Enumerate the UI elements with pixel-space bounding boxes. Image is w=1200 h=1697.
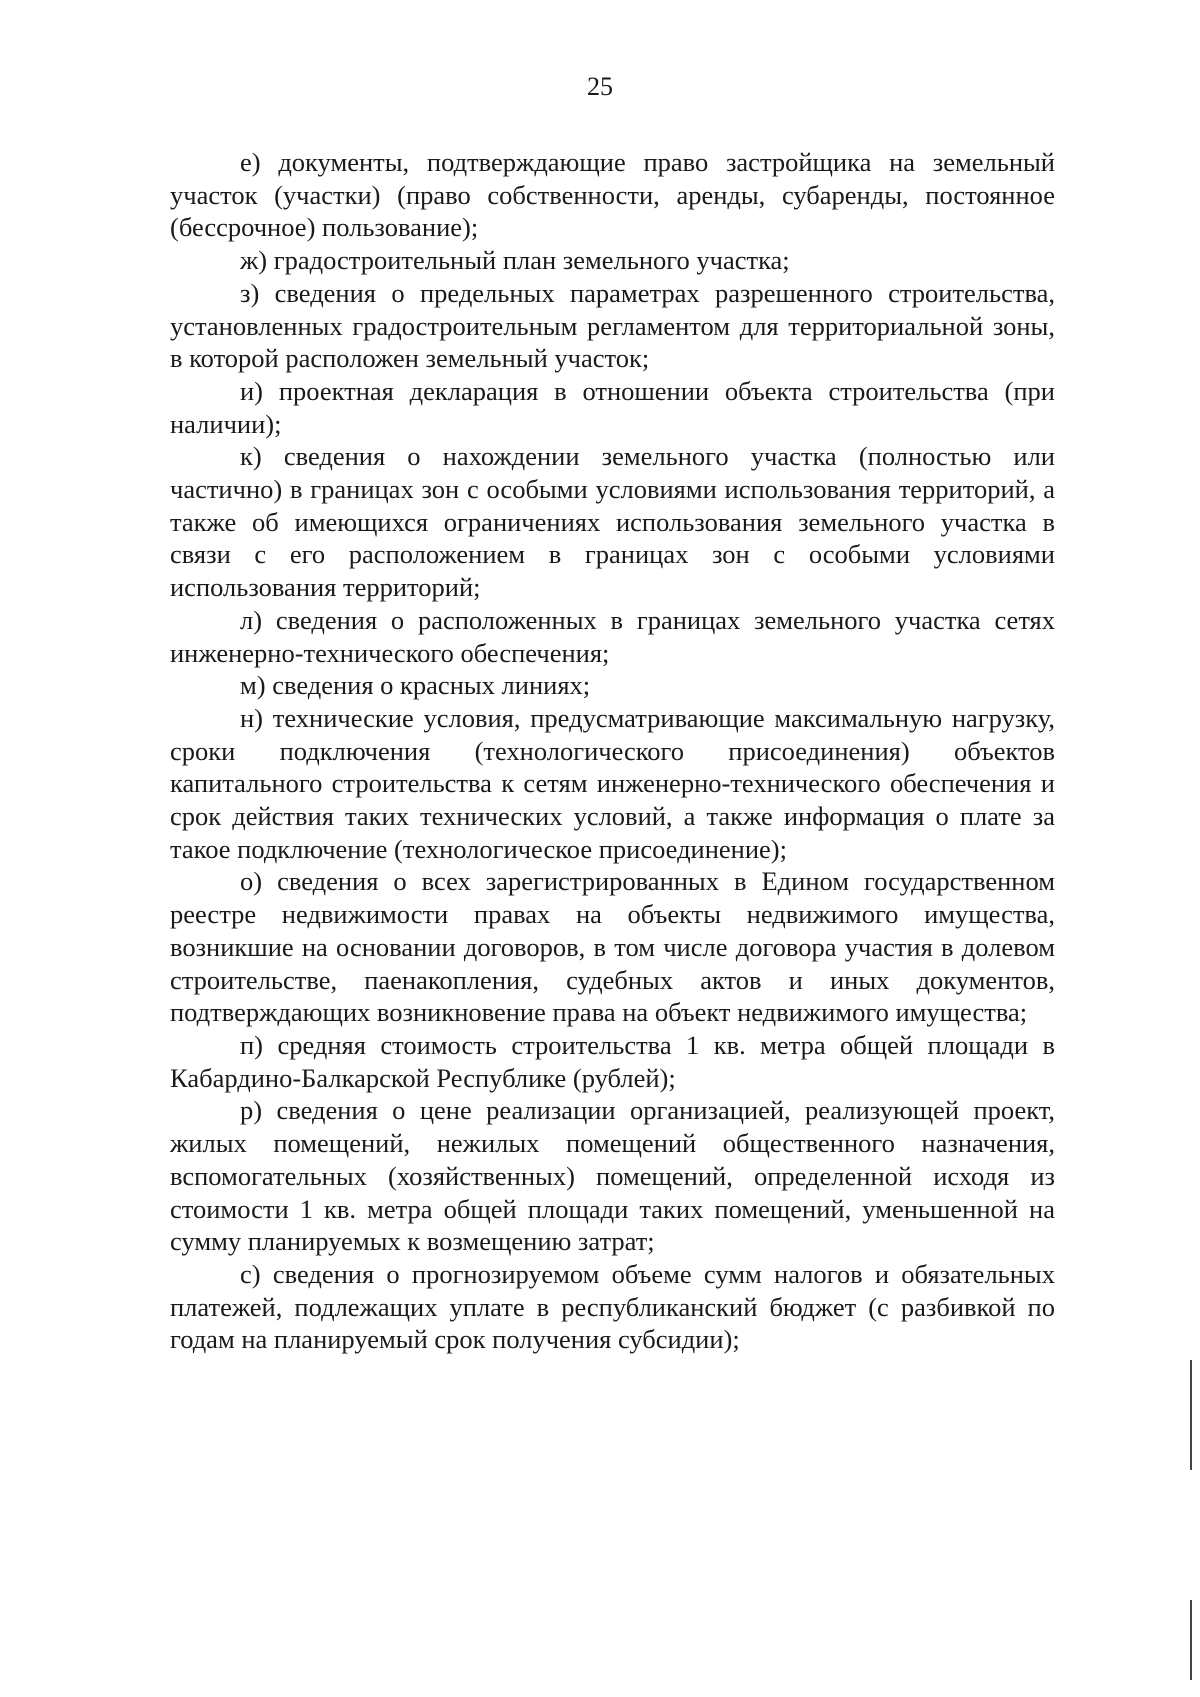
page-number: 25 xyxy=(587,72,613,101)
paragraph-m: м) сведения о красных линиях; xyxy=(240,670,591,701)
paragraph-e: е) документы, подтверждающие право застройщика на земельный участок (участки) (право собственности, аренды, субаренды, постоянное (бессрочное) пользование); xyxy=(170,147,1055,243)
paragraph-s: с) сведения о прогнозируемом объеме сумм налогов и обязательных платежей, подлежащих уплате в республиканский бюджет (с разбивкой по годам на планируемый срок получения субсидии); xyxy=(170,1258,1055,1355)
paragraph-i: и) проектная декларация в отношении объекта строительства (при наличии); xyxy=(170,375,1055,439)
paragraph-o: о) сведения о всех зарегистрированных в Едином государственном реестре недвижимости правах на объекты недвижимого имущества, возникшие на основании договоров, в том числе договора участия в долевом строительстве, паенакопления, судебных актов и иных документов, подтверждающих возникновение права на объект недвижимого имущества; xyxy=(170,866,1055,1028)
paragraph-r: р) сведения о цене реализации организацией, реализующей проект, жилых помещений, нежилых помещений общественного назначения, вспомогательных (хозяйственных) помещений, определенной исходя из стоимости 1 кв. метра общей площади таких помещений, уменьшенной на сумму планируемых к возмещению затрат; xyxy=(170,1095,1055,1257)
scan-edge-mark xyxy=(1190,1360,1192,1470)
document-body xyxy=(170,146,1055,1356)
paragraph-z: з) сведения о предельных параметрах разрешенного строительства, установленных градостроительным регламентом для территориальной зоны, в которой расположен земельный участок; xyxy=(170,277,1055,374)
paragraph-l: л) сведения о расположенных в границах земельного участка сетях инженерно-технического обеспечения; xyxy=(170,604,1055,668)
paragraph-p: п) средняя стоимость строительства 1 кв. метра общей площади в Кабардино-Балкарской Республике (рублей); xyxy=(170,1029,1055,1093)
paragraph-k: к) сведения о нахождении земельного участка (полностью или частично) в границах зон с особыми условиями использования территорий, а также об имеющихся ограничениях использования земельного участка в связи с его расположением в границах зон с особыми условиями использования территорий; xyxy=(170,441,1055,603)
scan-edge-mark xyxy=(1190,1600,1192,1680)
paragraph-n: н) технические условия, предусматривающие максимальную нагрузку, сроки подключения (технологического присоединения) объектов капитального строительства к сетям инженерно-технического обеспечения и срок действия таких технических условий, а также информация о плате за такое подключение (технологическое присоединение); xyxy=(170,702,1055,864)
paragraph-zh: ж) градостроительный план земельного участка; xyxy=(240,245,790,276)
